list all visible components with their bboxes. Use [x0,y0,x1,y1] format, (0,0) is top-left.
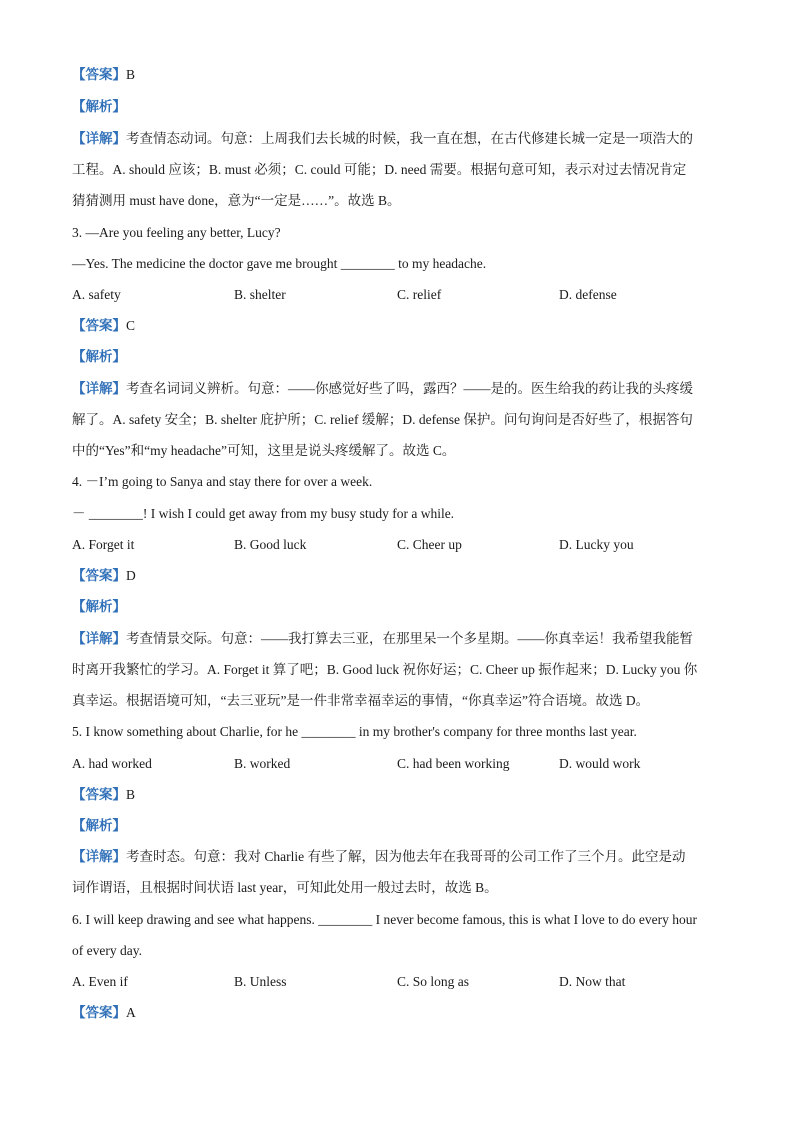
option-d: D. would work [559,756,641,771]
analysis-heading [72,98,722,116]
question-3-reply: —Yes. The medicine the doctor gave me brought ________ to my headache. [72,256,487,271]
analysis-tag: 【解析】 [72,99,126,114]
answer-line: 【答案】B [72,787,136,802]
option-c: C. had been working [397,756,510,771]
detail-tag: 【详解】 [72,849,126,864]
explanation-line: 中的“Yes”和“my headache”可知，这里是说头疼缓解了。故选 C。 [72,443,456,458]
question-5-options [72,755,722,773]
explanation-line: 【详解】考查时态。句意：我对 Charlie 有些了解，因为他去年在我哥哥的公司工作了三个月。此空是动 [72,849,686,864]
option-a: A. safety [72,287,121,302]
question-4-reply: － ________! I wish I could get away from my busy study for a while. [72,506,455,521]
explanation-line: 词作谓语，且根据时间状语 last year，可知此处用一般过去时，故选 B。 [72,880,498,895]
question-4-options [72,536,722,554]
option-d: D. Lucky you [559,537,634,552]
explanation-line: 解了。A. safety 安全；B. shelter 庇护所；C. relief 缓解；D. defense 保护。问句询问是否好些了，根据答句 [72,412,693,427]
option-b: B. worked [234,756,291,771]
option-a: A. Forget it [72,537,135,552]
option-b: B. Unless [234,974,287,989]
answer-line: 【答案】B [72,67,136,82]
analysis-heading [72,598,722,616]
explanation-line: 真幸运。根据语境可知，“去三亚玩”是一件非常幸福幸运的事情，“你真幸运”符合语境。故选 D。 [72,693,650,708]
option-d: D. defense [559,287,617,302]
analysis-tag: 【解析】 [72,599,126,614]
option-b: B. shelter [234,287,286,302]
detail-tag: 【详解】 [72,631,126,646]
answer-line: 【答案】D [72,568,136,583]
question-5-stem: 5. I know something about Charlie, for he ________ in my brother's company for three months last year. [72,724,637,739]
option-b: B. Good luck [234,537,307,552]
option-c: C. Cheer up [397,537,462,552]
answer-tag: 【答案】 [72,568,126,583]
option-c: C. So long as [397,974,470,989]
explanation-line: 猜猜测用 must have done，意为“一定是……”。故选 B。 [72,193,401,208]
explanation-line: 【详解】考查情态动词。句意：上周我们去长城的时候，我一直在想，在古代修建长城一定是一项浩大的 [72,131,693,146]
explanation-line: 时离开我繁忙的学习。A. Forget it 算了吧；B. Good luck 祝你好运；C. Cheer up 振作起来；D. Lucky you 你 [72,662,698,677]
analysis-tag: 【解析】 [72,818,126,833]
detail-tag: 【详解】 [72,381,126,396]
answer-tag: 【答案】 [72,318,126,333]
question-6-stem: 6. I will keep drawing and see what happens. ________ I never become famous, this is what I love to do every hour [72,912,697,927]
answer-line: 【答案】C [72,318,136,333]
question-6-options [72,973,722,991]
answer-tag: 【答案】 [72,1005,126,1020]
question-3-stem: 3. —Are you feeling any better, Lucy? [72,225,281,240]
detail-tag: 【详解】 [72,131,126,146]
answer-line: 【答案】A [72,1005,136,1020]
question-4-stem: 4. －I’m going to Sanya and stay there for over a week. [72,474,373,489]
explanation-line: 【详解】考查名词词义辨析。句意：——你感觉好些了吗，露西？——是的。医生给我的药让我的头疼缓 [72,381,693,396]
question-3-options [72,286,722,304]
explanation-line: 工程。A. should 应该；B. must 必须；C. could 可能；D. need 需要。根据句意可知，表示对过去情况肯定 [72,162,687,177]
analysis-tag: 【解析】 [72,349,126,364]
option-d: D. Now that [559,974,626,989]
analysis-heading [72,348,722,366]
analysis-heading [72,817,722,835]
explanation-line: 【详解】考查情景交际。句意：——我打算去三亚，在那里呆一个多星期。——你真幸运！我希望我能暂 [72,631,693,646]
option-a: A. had worked [72,756,152,771]
question-6-stem-cont: of every day. [72,943,142,958]
answer-tag: 【答案】 [72,67,126,82]
option-c: C. relief [397,287,442,302]
option-a: A. Even if [72,974,128,989]
answer-tag: 【答案】 [72,787,126,802]
